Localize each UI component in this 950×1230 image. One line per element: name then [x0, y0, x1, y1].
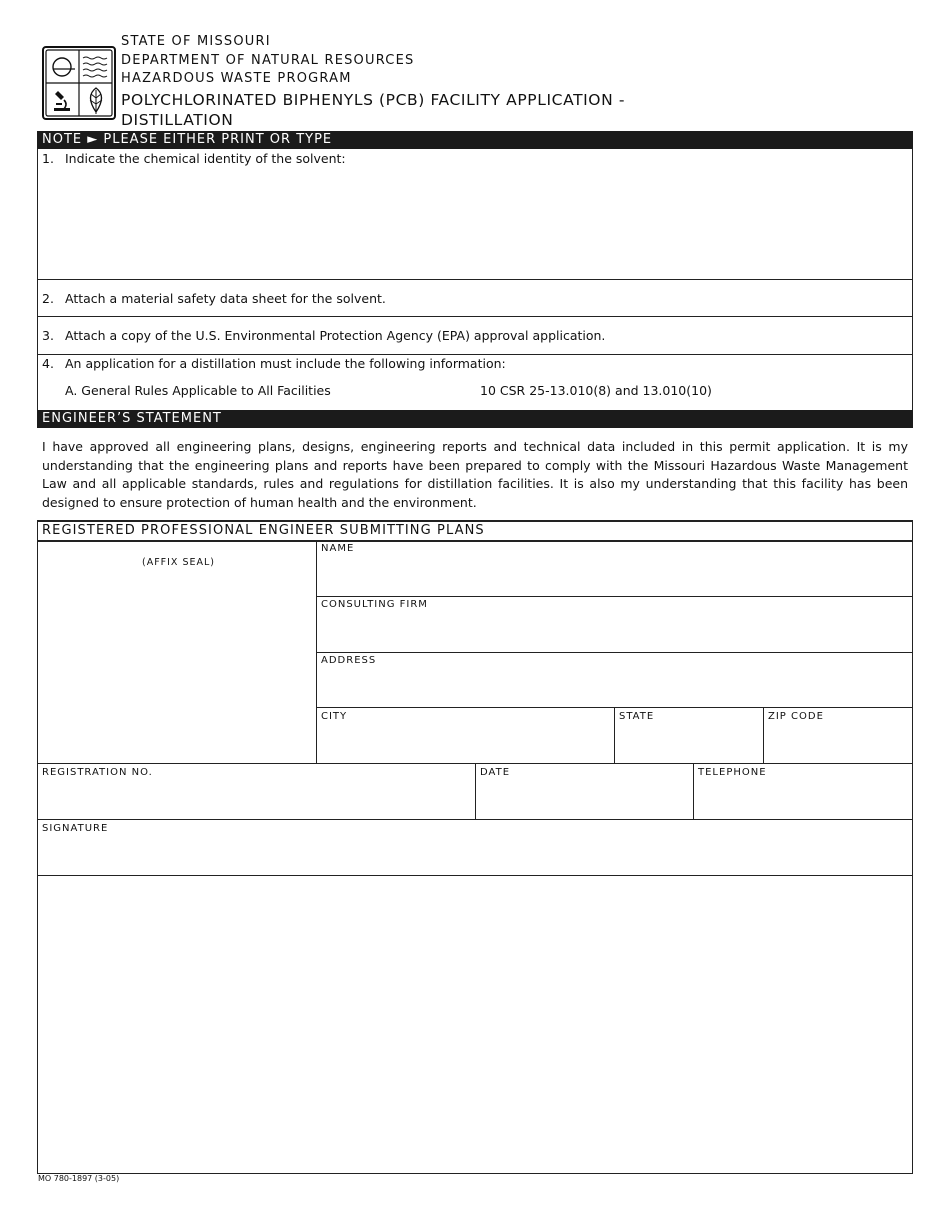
- registration-number-label: REGISTRATION NO.: [42, 767, 153, 778]
- consulting-firm-field[interactable]: [317, 613, 912, 651]
- header-program: HAZARDOUS WASTE PROGRAM: [121, 71, 352, 86]
- name-field[interactable]: [317, 557, 912, 595]
- registered-engineer-header: REGISTERED PROFESSIONAL ENGINEER SUBMITTING PLANS: [42, 523, 485, 538]
- telephone-label: TELEPHONE: [698, 767, 767, 778]
- engineer-statement-bar: [37, 410, 913, 428]
- question-4-text: An application for a distillation must include the following information:: [65, 356, 506, 371]
- question-2-text: Attach a material safety data sheet for the solvent.: [65, 291, 386, 306]
- note-bar: [37, 131, 913, 149]
- note-bar-text: NOTE ► PLEASE EITHER PRINT OR TYPE: [42, 132, 333, 147]
- affix-seal-label: (AFFIX SEAL): [142, 557, 215, 568]
- address-field[interactable]: [317, 669, 912, 706]
- city-label: CITY: [321, 711, 348, 722]
- registration-number-field[interactable]: [38, 780, 474, 818]
- header-department: DEPARTMENT OF NATURAL RESOURCES: [121, 53, 415, 68]
- question-4-item-a-reference: 10 CSR 25-13.010(8) and 13.010(10): [480, 383, 712, 398]
- question-1-number: 1.: [42, 151, 54, 166]
- state-label: STATE: [619, 711, 655, 722]
- state-field[interactable]: [615, 724, 762, 762]
- blank-notes-area: [38, 876, 912, 1172]
- signature-field[interactable]: [38, 836, 912, 874]
- date-label: DATE: [480, 767, 511, 778]
- solvent-identity-field[interactable]: [38, 168, 912, 278]
- question-3-text: Attach a copy of the U.S. Environmental Protection Agency (EPA) approval application.: [65, 328, 606, 343]
- seal-area[interactable]: [38, 541, 316, 763]
- telephone-field[interactable]: [694, 780, 912, 818]
- form-title-continued: DISTILLATION: [121, 111, 234, 129]
- header-state: STATE OF MISSOURI: [121, 34, 271, 49]
- question-2-number: 2.: [42, 291, 54, 306]
- name-label: NAME: [321, 543, 355, 554]
- engineer-statement-text: I have approved all engineering plans, designs, engineering reports and technical data included in this permit application. It is my understanding that the engineering plans and reports have been prepared to comply with the Missouri Hazardous Waste Management Law and all applicable standards, rules and regulations for distillation facilities. It is also my understanding that this facility has been designed to ensure protection of human health and the environment.: [42, 439, 908, 510]
- zip-code-label: ZIP CODE: [768, 711, 824, 722]
- consulting-firm-label: CONSULTING FIRM: [321, 599, 428, 610]
- date-field[interactable]: [476, 780, 692, 818]
- form-title: POLYCHLORINATED BIPHENYLS (PCB) FACILITY APPLICATION -: [121, 91, 626, 109]
- question-4-item-a: A. General Rules Applicable to All Facilities: [65, 383, 331, 398]
- address-label: ADDRESS: [321, 655, 377, 666]
- question-4-number: 4.: [42, 356, 54, 371]
- form-number: MO 780-1897 (3-05): [38, 1174, 120, 1183]
- question-3-number: 3.: [42, 328, 54, 343]
- department-logo: [42, 46, 116, 120]
- question-1-text: Indicate the chemical identity of the solvent:: [65, 151, 346, 166]
- city-field[interactable]: [317, 724, 613, 762]
- engineer-statement-bar-text: ENGINEER’S STATEMENT: [42, 411, 222, 426]
- zip-code-field[interactable]: [764, 724, 912, 762]
- signature-label: SIGNATURE: [42, 823, 109, 834]
